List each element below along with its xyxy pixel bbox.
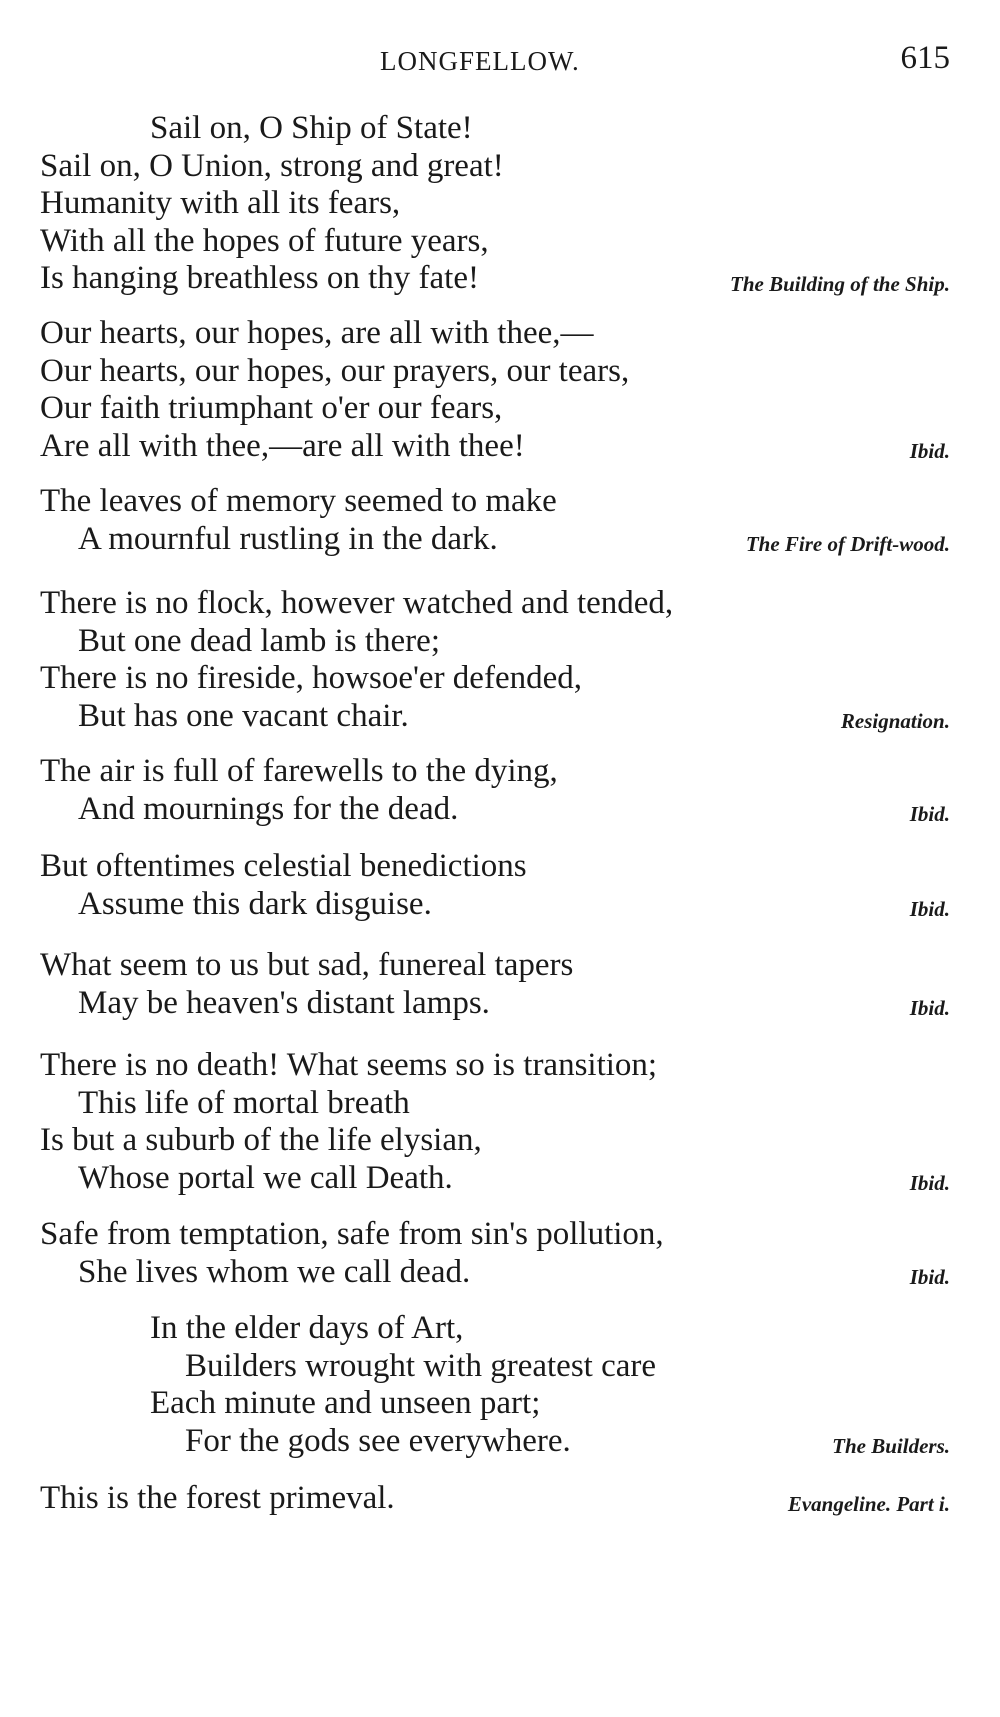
verse-line: Our hearts, our hopes, our prayers, our tears,	[40, 352, 630, 389]
verse-line-text: Is hanging breathless on thy fate!	[40, 260, 479, 296]
verse-line-text: This is the forest primeval.	[40, 1480, 395, 1516]
verse-line: With all the hopes of future years,	[40, 222, 489, 259]
verse-line-text: For the gods see everywhere.	[185, 1422, 571, 1459]
verse-line: Our faith triumphant o'er our fears,	[40, 390, 503, 426]
verse-line	[40, 428, 950, 466]
verse-line-text: And mournings for the dead.	[78, 790, 459, 827]
source-attribution: Ibid.	[909, 897, 950, 921]
source-attribution: Ibid.	[909, 996, 950, 1020]
verse-line-text: Assume this dark disguise.	[78, 885, 432, 922]
verse-line: Safe from temptation, safe from sin's pollution,	[40, 1216, 664, 1252]
verse-line: But one dead lamb is there;	[78, 622, 440, 659]
source-attribution: The Fire of Drift-wood.	[745, 532, 950, 556]
source-attribution: Ibid.	[909, 802, 950, 826]
verse-line: There is no death! What seems so is transition;	[40, 1047, 658, 1083]
quote-resignation	[40, 585, 950, 735]
source-attribution: Ibid.	[909, 1265, 950, 1289]
verse-line: The leaves of memory seemed to make	[40, 483, 557, 519]
quote-evangeline	[40, 1480, 950, 1518]
quote-ibid-temptation	[40, 1216, 950, 1291]
page-number: 615	[900, 40, 950, 76]
quote-fire-of-drift-wood	[40, 483, 950, 558]
verse-line	[40, 985, 950, 1023]
page-header	[0, 40, 1000, 90]
quote-ibid-farewells	[40, 753, 950, 828]
verse-line: Sail on, O Ship of State!	[150, 110, 473, 146]
verse-line-text: But has one vacant chair.	[78, 697, 409, 734]
quote-ibid-tapers	[40, 947, 950, 1022]
source-attribution: The Builders.	[832, 1434, 950, 1458]
verse-line-text: She lives whom we call dead.	[78, 1253, 471, 1290]
verse-line: There is no flock, however watched and tended,	[40, 585, 674, 621]
quote-ibid-benedictions	[40, 848, 950, 923]
verse-line: What seem to us but sad, funereal tapers	[40, 947, 574, 983]
verse-line-text: A mournful rustling in the dark.	[78, 520, 498, 557]
verse-line	[40, 1423, 950, 1461]
verse-line: Humanity with all its fears,	[40, 185, 401, 221]
verse-line	[40, 1160, 950, 1198]
verse-line	[40, 886, 950, 924]
verse-line: Sail on, O Union, strong and great!	[40, 147, 504, 184]
verse-line-text: Are all with thee,—are all with thee!	[40, 427, 525, 464]
quote-building-of-the-ship	[40, 110, 950, 298]
verse-line: In the elder days of Art,	[150, 1310, 464, 1346]
verse-line-text: May be heaven's distant lamps.	[78, 984, 490, 1021]
verse-line	[40, 1480, 950, 1518]
quote-ibid-no-death	[40, 1047, 950, 1197]
verse-line-text: Whose portal we call Death.	[78, 1159, 453, 1196]
quote-ibid-hearts	[40, 315, 950, 465]
source-attribution: The Building of the Ship.	[730, 271, 950, 296]
quote-the-builders	[40, 1310, 950, 1460]
source-attribution: Evangeline. Part i.	[787, 1491, 950, 1516]
running-title: LONGFELLOW.	[380, 46, 580, 76]
source-attribution: Resignation.	[840, 709, 950, 733]
verse-line	[40, 791, 950, 829]
verse-line	[40, 1254, 950, 1292]
source-attribution: Ibid.	[909, 439, 950, 463]
source-attribution: Ibid.	[909, 1171, 950, 1195]
verse-line	[40, 260, 950, 298]
verse-line: This life of mortal breath	[78, 1084, 410, 1121]
verse-line	[40, 698, 950, 736]
verse-line: But oftentimes celestial benedictions	[40, 848, 527, 884]
verse-line	[40, 521, 950, 559]
verse-line: Builders wrought with greatest care	[185, 1347, 657, 1384]
verse-line: Our hearts, our hopes, are all with thee,—	[40, 315, 594, 351]
verse-line: There is no fireside, howsoe'er defended,	[40, 660, 582, 696]
verse-line: The air is full of farewells to the dying,	[40, 753, 558, 789]
verse-line: Is but a suburb of the life elysian,	[40, 1122, 482, 1158]
verse-line: Each minute and unseen part;	[150, 1385, 541, 1421]
